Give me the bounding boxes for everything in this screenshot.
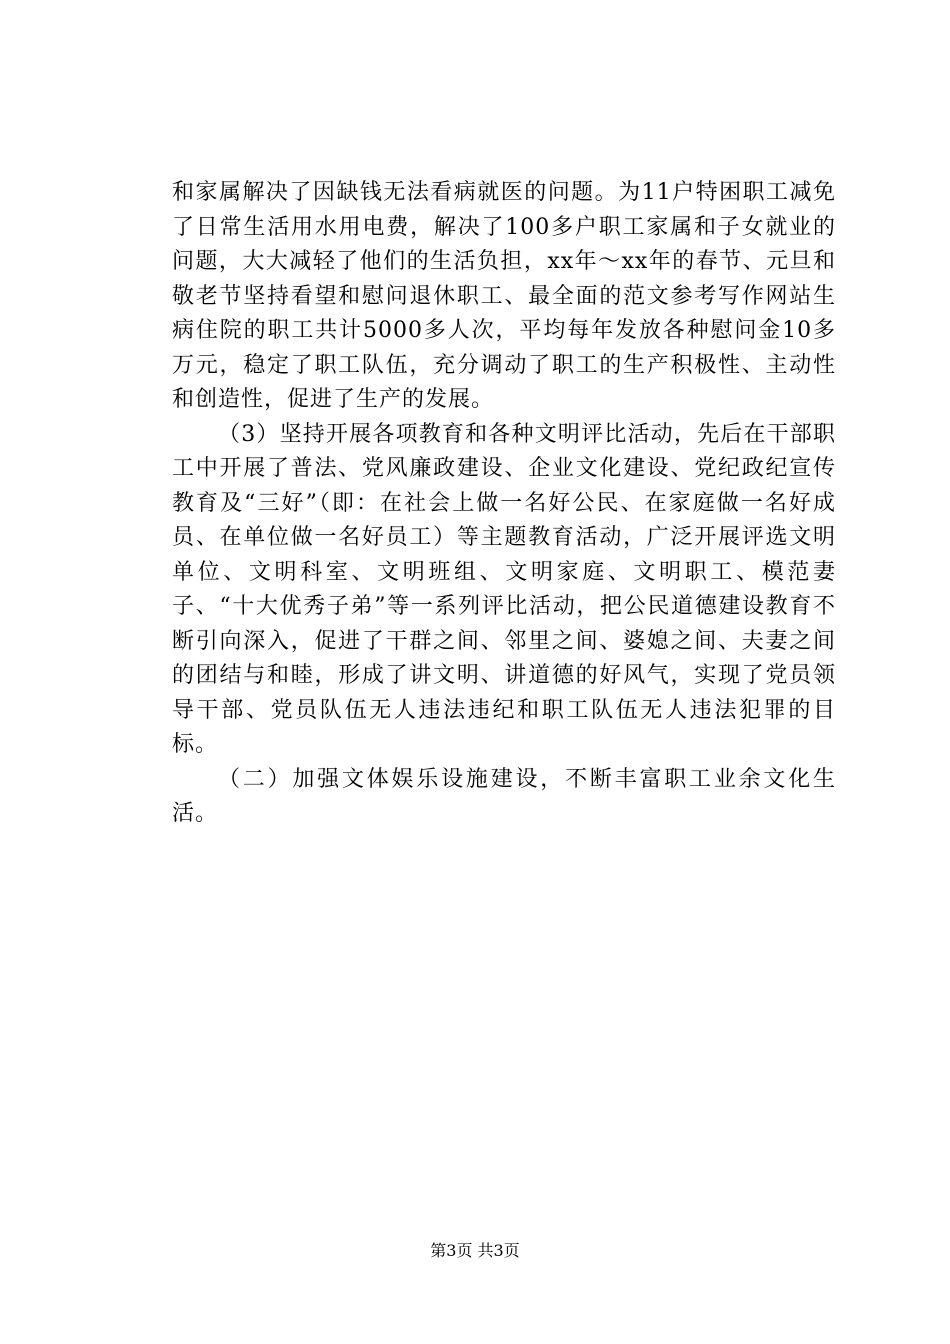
paragraph-continuation: 和家属解决了因缺钱无法看病就医的问题。为11户特困职工减免了日常生活用水用电费，解决了100多户职工家属和子女就业的问题，大大减轻了他们的生活负担，xx年～xx年的春节、元旦和敬老节坚持看望和慰问退休职工、最全面的范文参考写作网站生病住院的职工共计5000多人次，平均每年发放各种慰问金10多万元，稳定了职工队伍，充分调动了职工的生产积极性、主动性和创造性，促进了生产的发展。	[172, 180, 836, 412]
section-heading-culture-facilities: （二）加强文体娱乐设施建设，不断丰富职工业余文化生活。	[172, 766, 836, 826]
paragraph-education-activities: （3）坚持开展各项教育和各种文明评比活动，先后在干部职工中开展了普法、党风廉政建设、企业文化建设、党纪政纪宣传教育及“三好”（即：在社会上做一名好公民、在家庭做一名好成员、在单位做一名好员工）等主题教育活动，广泛开展评选文明单位、文明科室、文明班组、文明家庭、文明职工、模范妻子、“十大优秀子弟”等一系列评比活动，把公民道德建设教育不断引向深入，促进了干群之间、邻里之间、婆媳之间、夫妻之间的团结与和睦，形成了讲文明、讲道德的好风气，实现了党员领导干部、党员队伍无人违法违纪和职工队伍无人违法犯罪的目标。	[172, 421, 836, 757]
page-number-footer: 第3页 共3页	[430, 1241, 520, 1260]
document-body	[172, 176, 836, 832]
